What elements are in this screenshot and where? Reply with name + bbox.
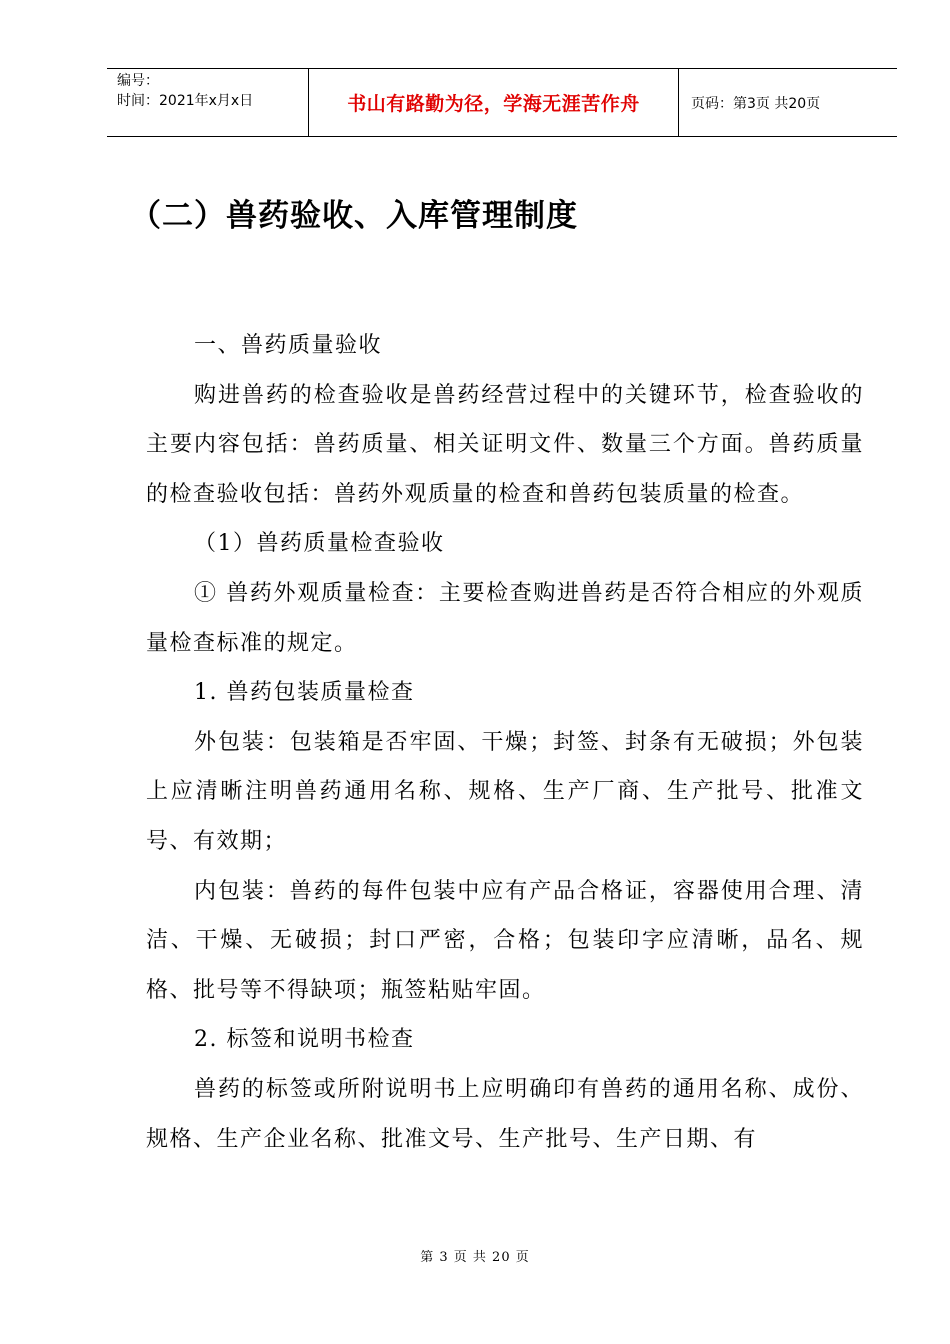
paragraph: ① 兽药外观质量检查：主要检查购进兽药是否符合相应的外观质量检查标准的规定。 (146, 580, 864, 656)
paragraph: 外包装：包装箱是否牢固、干燥；封签、封条有无破损；外包装上应清晰注明兽药通用名称、规格、生产厂商、生产批号、批准文号、有效期； (146, 729, 864, 854)
header-page-cell (679, 69, 897, 136)
sub-heading: 2. 标签和说明书检查 (194, 1027, 415, 1053)
paragraph: 兽药的标签或所附说明书上应明确印有兽药的通用名称、成份、规格、生产企业名称、批准文号、生产批号、生产日期、有 (146, 1076, 864, 1152)
page-info: 页码：第3页 共20页 (691, 95, 821, 112)
paragraph: 购进兽药的检查验收是兽药经营过程中的关键环节，检查验收的主要内容包括：兽药质量、相关证明文件、数量三个方面。兽药质量的检查验收包括：兽药外观质量的检查和兽药包装质量的检查。 (146, 382, 864, 507)
document-body (146, 321, 864, 1164)
page-footer: 第 3 页 共 20 页 (420, 1250, 530, 1265)
section-heading: 一、兽药质量验收 (194, 333, 383, 358)
sub-heading: 1. 兽药包装质量检查 (194, 680, 415, 706)
header-meta-cell (107, 69, 309, 136)
document-title: （二）兽药验收、入库管理制度 (130, 198, 578, 234)
header-table (107, 68, 897, 137)
code-label: 编号： (117, 73, 159, 89)
paragraph: 内包装：兽药的每件包装中应有产品合格证，容器使用合理、清洁、干燥、无破损；封口严密，合格；包装印字应清晰，品名、规格、批号等不得缺项；瓶签粘贴牢固。 (146, 878, 864, 1003)
sub-heading: （1）兽药质量检查验收 (194, 531, 445, 557)
time-label: 时间：2021年x月x日 (117, 93, 254, 109)
header-motto-cell (309, 69, 679, 136)
motto-text: 书山有路勤为径，学海无涯苦作舟 (347, 93, 640, 115)
